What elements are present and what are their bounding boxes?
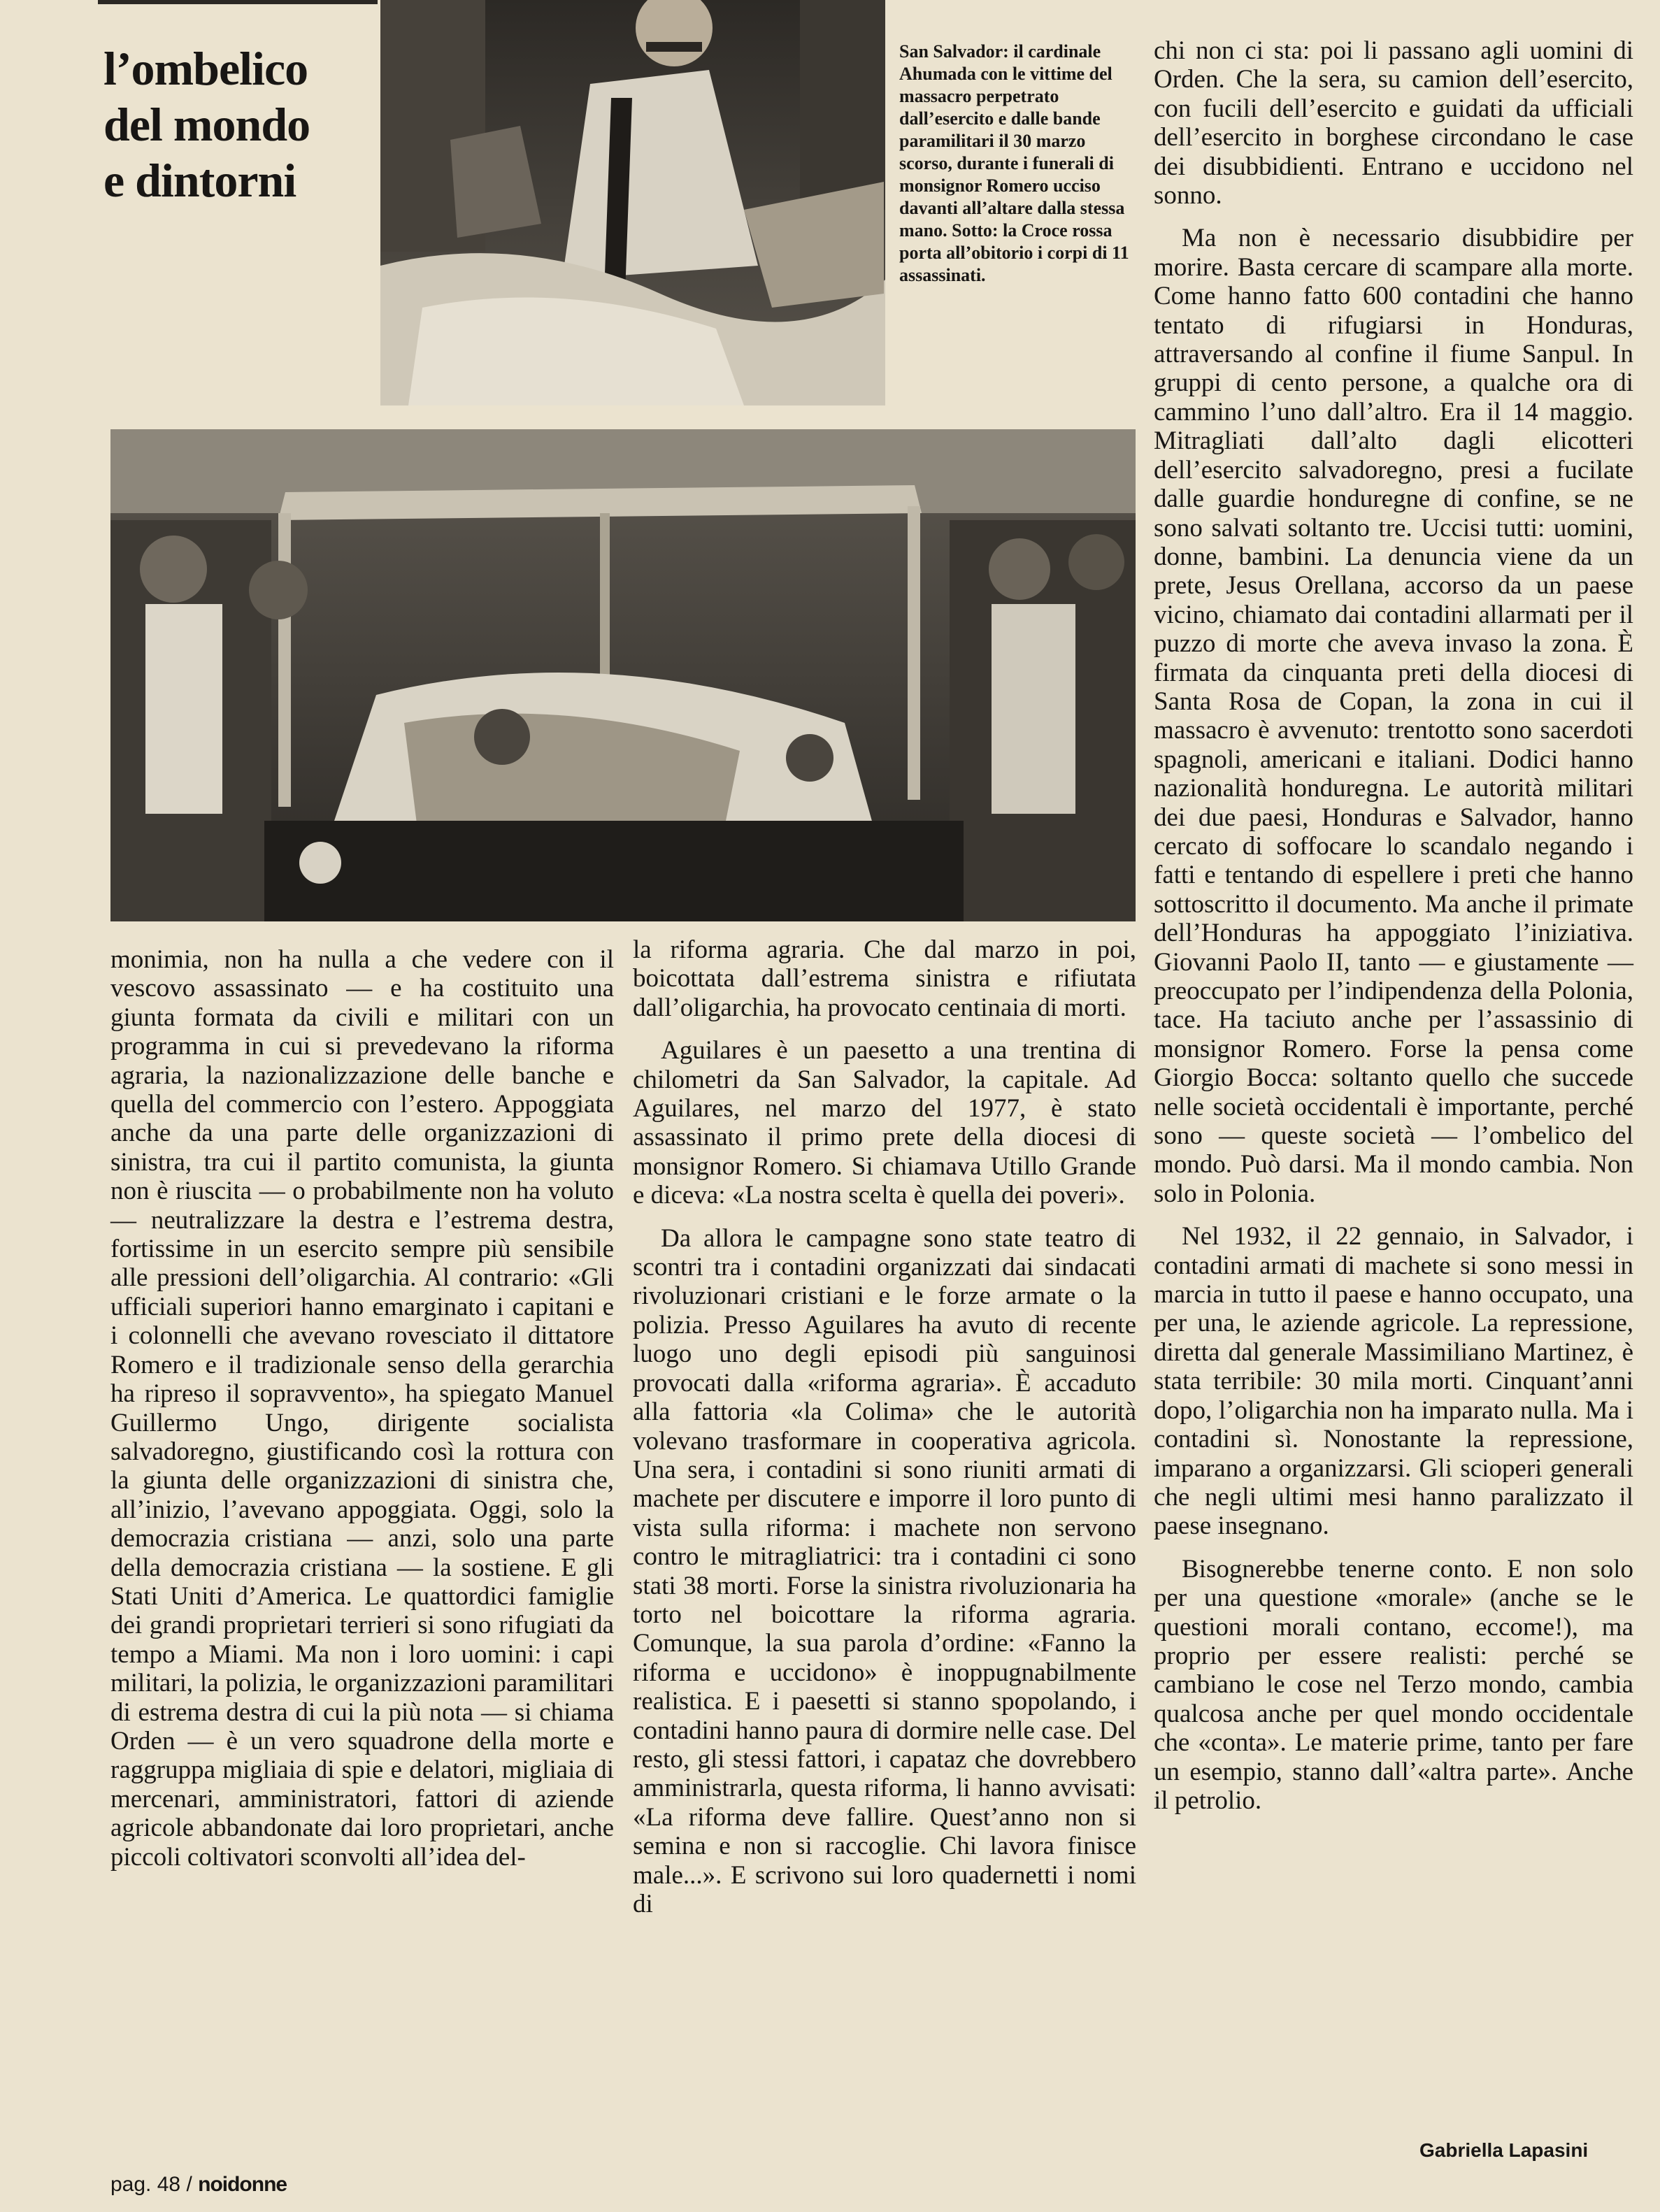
- headline-line-2: del mondo: [103, 98, 310, 151]
- photo-caption: San Salvador: il cardinale Ahumada con le vittime del massacro perpetrato dall’esercito e dalle bande paramilitari il 30 marzo scorso, durante i funerali di monsignor Romero ucciso davanti all’altare dalla stessa mano. Sotto: la Croce rossa porta all’obitorio i corpi di 11 assassinati.: [899, 41, 1129, 285]
- article-middle-column: [633, 935, 1136, 1918]
- article-right-column: [1154, 36, 1633, 1815]
- red-cross-truck-photo: [110, 429, 1136, 921]
- footer-separator: /: [186, 2173, 192, 2196]
- article-left-column: [110, 945, 614, 1872]
- headline: [103, 41, 369, 208]
- cardinal-with-victims-photo: [380, 0, 885, 405]
- article-paragraph: Da allora le campagne sono state teatro di scontri tra i contadini organizzati dai sindacati rivoluzionari cristiani e le forze armate o la polizia. Presso Aguilares ha avuto di recente luogo uno degli episodi più sanguinosi provocati dalla «riforma agraria». È accaduto alla fattoria «la Colima» che le autorità volevano trasformare in cooperativa agricola. Una sera, i contadini si sono riuniti armati di machete per discutere e imporre il loro punto di vista sulla riforma: i machete non servono contro le mitragliatrici: tra i contadini ci sono stati 38 morti. Forse la sinistra rivoluzionaria ha torto nel boicottare la riforma agraria. Comunque, la sua parola d’ordine: «Fanno la riforma e uccidono» è inoppugnabilmente realistica. E i paesetti si stanno spopolando, i contadini hanno paura di dormire nelle case. Del resto, gli stessi fattori, i capataz che dovrebbero amministrarla, questa riforma, li hanno avvisati: «La riforma deve fallire. Quest’anno non si semina e non si raccoglie. Chi lavora finisce male...». E scrivono sui loro quadernetti i nomi di: [633, 1223, 1136, 1918]
- author-signature: Gabriella Lapasini: [1419, 2139, 1589, 2161]
- headline-line-3: e dintorni: [103, 154, 296, 207]
- article-paragraph: Ma non è necessario disubbidire per morire. Basta cercare di scampare alla morte. Come hanno fatto 600 contadini che hanno tentato di rifugiarsi in Honduras, attraversando al confine il fiume Sanpul. In gruppi di cento persone, a qualche ora di cammino l’uno dall’altro. Era il 14 maggio. Mitragliati dall’alto dagli elicotteri dell’esercito salvadoregno, presi a fucilate dalle guardie honduregne di confine, se ne sono salvati soltanto tre. Uccisi tutti: uomini, donne, bambini. La denuncia viene da un prete, Jesus Orellana, accorso da un paese vicino, chiamato dai contadini allarmati per il puzzo di morte che aveva invaso la zona. È firmata da cinquanta preti della diocesi di Santa Rosa de Copan, la zona in cui il massacro è avvenuto: trentotto sono sacerdoti spagnoli, americani e italiani. Dodici hanno nazionalità honduregna. Le autorità militari dei due paesi, Honduras e Salvador, hanno cercato di soffocare lo scandalo negando i fatti e tentando di espellere i preti che hanno sottoscritto il documento. Ma anche il primate dell’Honduras ha appoggiato l’iniziativa. Giovanni Paolo II, tanto — e giustamente — preoccupato per l’indipendenza della Polonia, tace. Ha taciuto anche per l’assassinio di monsignor Romero. Forse la pensa come Giorgio Bocca: soltanto quello che succede nelle società occidentali è importante, perché sono — queste società — l’ombelico del mondo. Può darsi. Ma il mondo cambia. Non solo in Polonia.: [1154, 224, 1633, 1208]
- article-paragraph: monimia, non ha nulla a che vedere con il vescovo assassinato — e ha costituito una giunta formata da civili e militari con un programma in cui si prevedevano la riforma agraria, la nazionalizzazione delle banche e quella del commercio con l’estero. Appoggiata anche da una parte delle organizzazioni di sinistra, tra cui il partito comunista, la giunta non è riuscita — o probabilmente non ha voluto — neutralizzare la destra e l’estrema destra, fortissime in un esercito sempre più sensibile alle pressioni dell’oligarchia. Al contrario: «Gli ufficiali superiori hanno emarginato i capitani e i colonnelli che avevano rovesciato il dittatore Romero e il tradizionale senso della gerarchia ha ripreso il sopravvento», ha spiegato Manuel Guillermo Ungo, dirigente socialista salvadoregno, giustificando così la rottura con la giunta delle organizzazioni di sinistra che, all’inizio, l’avevano appoggiata. Oggi, solo la democrazia cristiana — anzi, solo una parte della democrazia cristiana — la sostiene. E gli Stati Uniti d’America. Le quattordici famiglie dei grandi proprietari terrieri si sono rifugiati da tempo a Miami. Ma non i loro uomini: i capi militari, la polizia, le organizzazioni paramilitari di estrema destra di cui la più nota — si chiama Orden — è un vero squadrone della morte e raggruppa migliaia di spie e delatori, migliaia di mercenari, amministratori, fattori di aziende agricole abbandonate dai loro proprietari, anche piccoli coltivatori sconvolti all’idea del-: [110, 945, 614, 1872]
- article-paragraph: chi non ci sta: poi li passano agli uomini di Orden. Che la sera, su camion dell’esercito, con fucili dell’esercito e guidati da ufficiali dell’esercito in borghese circondano le case dei disubbidienti. Entrano e uccidono nel sonno.: [1154, 36, 1633, 210]
- headline-line-1: l’ombelico: [103, 42, 308, 95]
- page-number: pag. 48: [110, 2173, 181, 2196]
- article-paragraph: Nel 1932, il 22 gennaio, in Salvador, i contadini armati di machete si sono messi in marcia in tutto il paese e hanno occupato, una per una, le aziende agricole. La repressione, diretta dal generale Massimiliano Martinez, è stata terribile: 30 mila morti. Cinquant’anni dopo, l’oligarchia non ha imparato nulla. Ma i contadini sì. Nonostante la repressione, imparano a organizzarsi. Gli scioperi generali che negli ultimi mesi hanno paralizzato il paese insegnano.: [1154, 1222, 1633, 1541]
- article-paragraph: Bisognerebbe tenerne conto. E non solo per una questione «morale» (anche se le questioni morali contano, eccome!), ma proprio per essere realisti: perché se cambiano le cose nel Terzo mondo, cambia qualcosa anche per quel mondo occidentale che «conta». Le materie prime, tanto per fare un esempio, stanno dall’«altra parte». Anche il petrolio.: [1154, 1554, 1633, 1815]
- top-rule: [98, 0, 378, 4]
- article-paragraph: Aguilares è un paesetto a una trentina di chilometri da San Salvador, la capitale. Ad Aguilares, nel marzo del 1977, è stato assassinato il primo prete della diocesi di monsignor Romero. Si chiamava Utillo Grande e diceva: «La nostra scelta è quella dei poveri».: [633, 1036, 1136, 1210]
- article-paragraph: la riforma agraria. Che dal marzo in poi, boicottata dall’estrema sinistra e rifiutata dall’oligarchia, ha provocato centinaia di morti.: [633, 935, 1136, 1022]
- page-footer: [110, 2173, 287, 2197]
- magazine-name: noidonne: [198, 2173, 287, 2196]
